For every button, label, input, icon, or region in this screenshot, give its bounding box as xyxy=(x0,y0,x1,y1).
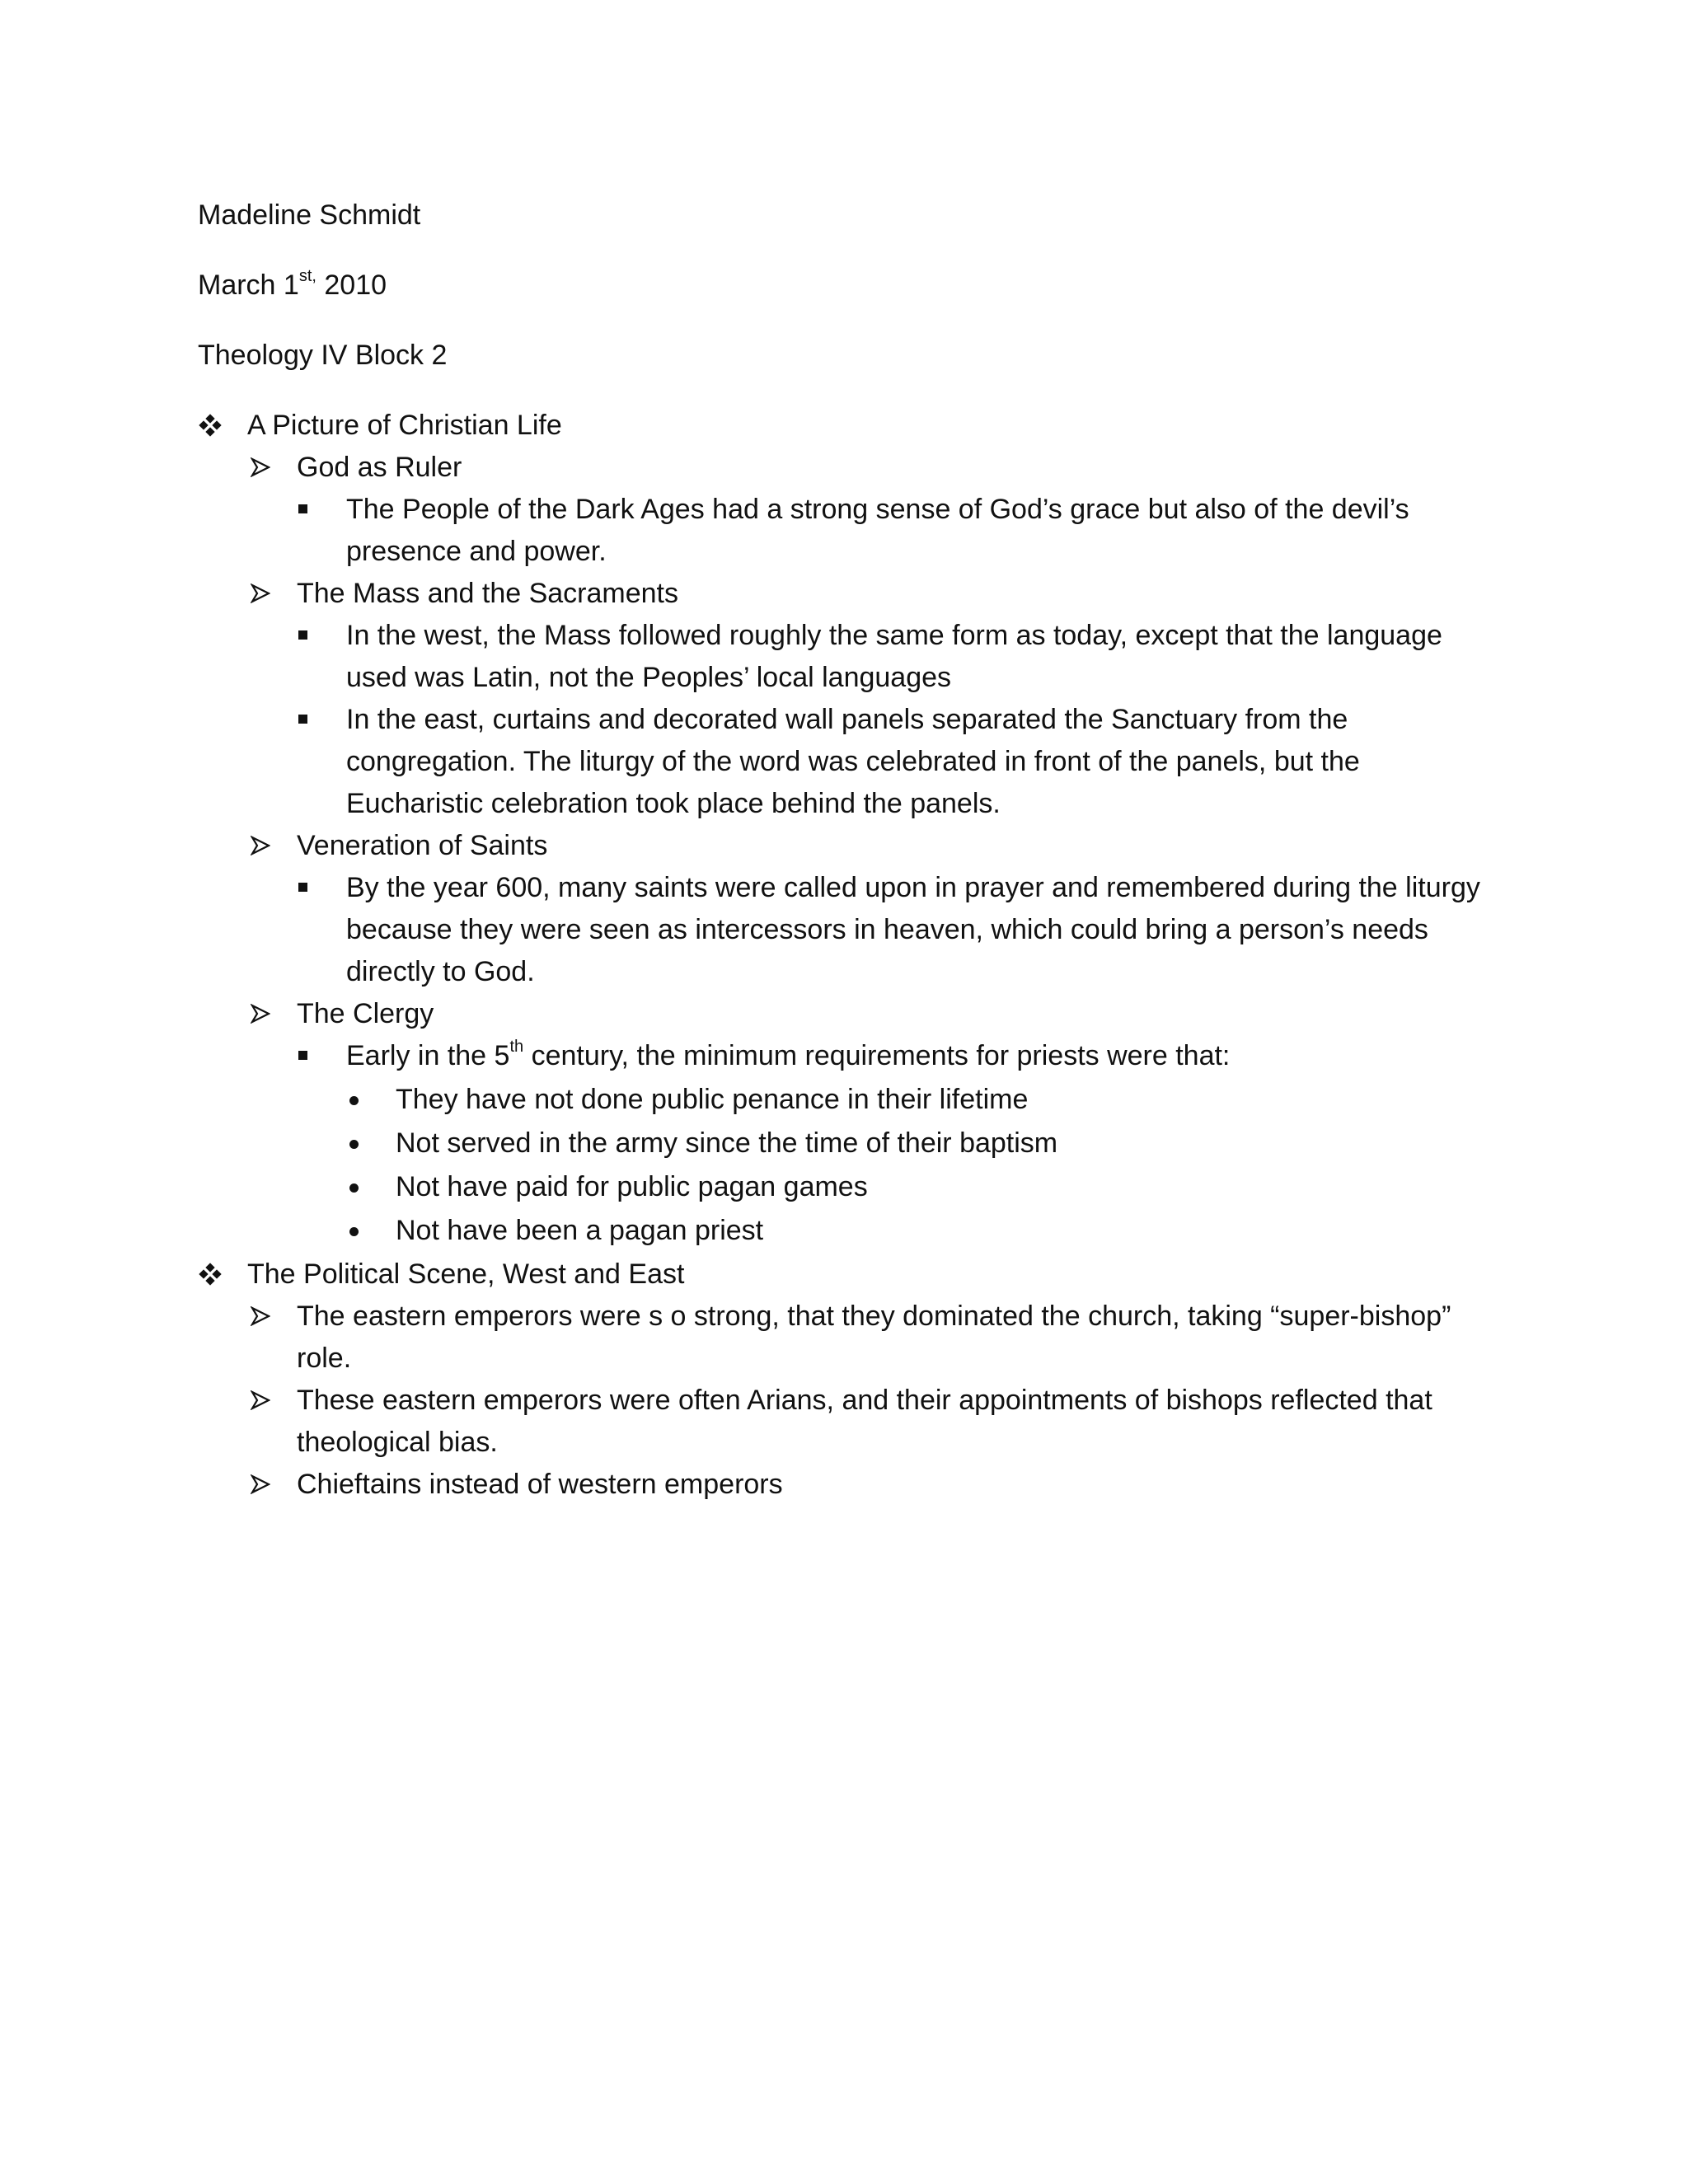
square-bullet-icon xyxy=(298,715,307,724)
document-date xyxy=(198,265,1492,307)
four-diamond-bullet-icon xyxy=(199,415,221,436)
outline-subsection xyxy=(198,1464,1492,1506)
subsection-text: Chieftains instead of western emperors xyxy=(297,1469,783,1500)
subsection-title: The Mass and the Sacraments xyxy=(297,578,679,609)
subsection-title: The Clergy xyxy=(297,998,434,1029)
subsection-text: These eastern emperors were often Arians, and their appointments of bishops reflected that theological bias. xyxy=(297,1385,1432,1458)
subsection-title: Veneration of Saints xyxy=(297,830,548,861)
outline-subsection xyxy=(198,1296,1492,1380)
outline-item xyxy=(198,615,1492,699)
subitem-text: Not have been a pagan priest xyxy=(396,1215,764,1246)
date-year: 2010 xyxy=(316,269,387,301)
arrowhead-bullet-icon xyxy=(251,1390,270,1410)
round-bullet-icon xyxy=(349,1227,359,1236)
arrowhead-bullet-icon xyxy=(251,457,270,477)
outline-subitem xyxy=(198,1166,1492,1208)
section-title: The Political Scene, West and East xyxy=(247,1258,685,1290)
four-diamond-bullet-icon xyxy=(199,1263,221,1285)
arrowhead-bullet-icon xyxy=(251,1306,270,1326)
item-text-suffix: century, the minimum requirements for priests were that: xyxy=(523,1040,1231,1071)
outline-subsection xyxy=(198,447,1492,489)
document-body xyxy=(198,194,1492,1506)
section-title: A Picture of Christian Life xyxy=(247,410,562,441)
subitem-text: Not have paid for public pagan games xyxy=(396,1171,868,1202)
outline-subsection xyxy=(198,1380,1492,1464)
outline-subsection xyxy=(198,573,1492,615)
subitem-text: They have not done public penance in their lifetime xyxy=(396,1084,1029,1115)
item-text: In the east, curtains and decorated wall panels separated the Sanctuary from the congregation. The liturgy of the word was celebrated in front of the panels, but the Eucharistic celebration took place behind the panels. xyxy=(346,704,1360,819)
item-text: By the year 600, many saints were called upon in prayer and remembered during the liturgy because they were seen as intercessors in heaven, which could bring a person’s needs directly to God. xyxy=(346,872,1480,987)
arrowhead-bullet-icon xyxy=(251,583,270,603)
arrowhead-bullet-icon xyxy=(251,836,270,855)
date-prefix: March 1 xyxy=(198,269,299,301)
square-bullet-icon xyxy=(298,883,307,892)
item-text-prefix: Early in the 5 xyxy=(346,1040,510,1071)
square-bullet-icon xyxy=(298,504,307,513)
item-text: The People of the Dark Ages had a strong sense of God’s grace but also of the devil’s presence and power. xyxy=(346,494,1409,567)
date-ordinal: st, xyxy=(298,266,316,285)
outline-subsection xyxy=(198,825,1492,867)
course-name: Theology IV Block 2 xyxy=(198,340,448,371)
outline-item xyxy=(198,867,1492,993)
outline-section xyxy=(198,1254,1492,1296)
item-text: In the west, the Mass followed roughly the same form as today, except that the language used was Latin, not the Peoples’ local languages xyxy=(346,620,1442,693)
round-bullet-icon xyxy=(349,1096,359,1105)
outline-section xyxy=(198,405,1492,447)
item-text xyxy=(346,1035,1492,1077)
arrowhead-bullet-icon xyxy=(251,1004,270,1024)
subitem-text: Not served in the army since the time of their baptism xyxy=(396,1127,1058,1159)
subsection-title: God as Ruler xyxy=(297,452,462,483)
outline-item xyxy=(198,489,1492,573)
outline-subitem xyxy=(198,1079,1492,1121)
round-bullet-icon xyxy=(349,1183,359,1193)
outline-subsection xyxy=(198,993,1492,1035)
author-name: Madeline Schmidt xyxy=(198,199,421,231)
round-bullet-icon xyxy=(349,1140,359,1149)
square-bullet-icon xyxy=(298,1051,307,1060)
subsection-text: The eastern emperors were s o strong, that they dominated the church, taking “super-bishop” role. xyxy=(297,1301,1451,1374)
square-bullet-icon xyxy=(298,630,307,640)
outline-item xyxy=(198,699,1492,825)
outline-item xyxy=(198,1035,1492,1077)
arrowhead-bullet-icon xyxy=(251,1474,270,1494)
outline xyxy=(198,405,1492,1506)
outline-subitem xyxy=(198,1122,1492,1165)
ordinal-suffix: th xyxy=(509,1037,524,1056)
outline-subitem xyxy=(198,1210,1492,1252)
